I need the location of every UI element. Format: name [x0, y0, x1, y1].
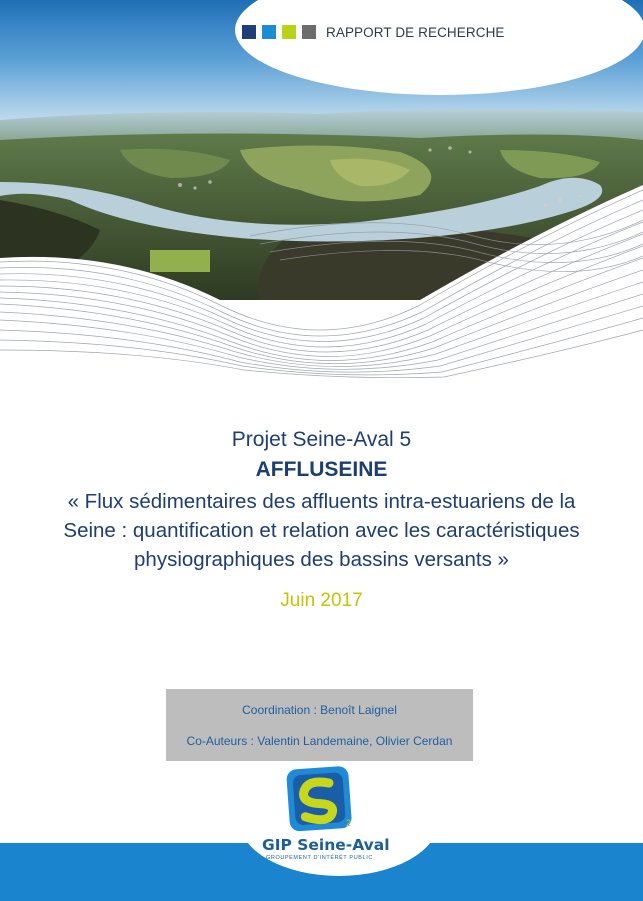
- report-type-label: RAPPORT DE RECHERCHE: [326, 24, 505, 40]
- square-grey-icon: [302, 25, 316, 39]
- publication-date: Juin 2017: [280, 590, 363, 611]
- project-name: Projet Seine-Aval 5: [231, 428, 412, 451]
- coordination-line: Coordination : Benoît Laignel: [242, 703, 397, 717]
- square-navy-icon: [242, 25, 256, 39]
- coauthors-line: Co-Auteurs : Valentin Landemaine, Olivier Cerdan: [186, 734, 453, 748]
- title-block: [0, 425, 643, 614]
- aerial-photo: [0, 0, 643, 380]
- square-blue-icon: [262, 25, 276, 39]
- aerial-landscape-illustration: [0, 0, 643, 380]
- logo-mark-sub: 2: [346, 818, 352, 828]
- square-lime-icon: [282, 25, 296, 39]
- project-acronym: AFFLUSEINE: [255, 458, 388, 481]
- report-subtitle: « Flux sédimentaires des affluents intra-estuariens de la Seine : quantification et relation avec les caractéristiques physiographiques des bassins versants »: [63, 490, 580, 571]
- credits-box: [166, 689, 473, 761]
- report-type-tag: [242, 20, 505, 44]
- logo-tagline: GROUPEMENT D'INTÉRÊT PUBLIC: [266, 855, 373, 861]
- logo-name: GIP Seine-Aval: [262, 836, 390, 854]
